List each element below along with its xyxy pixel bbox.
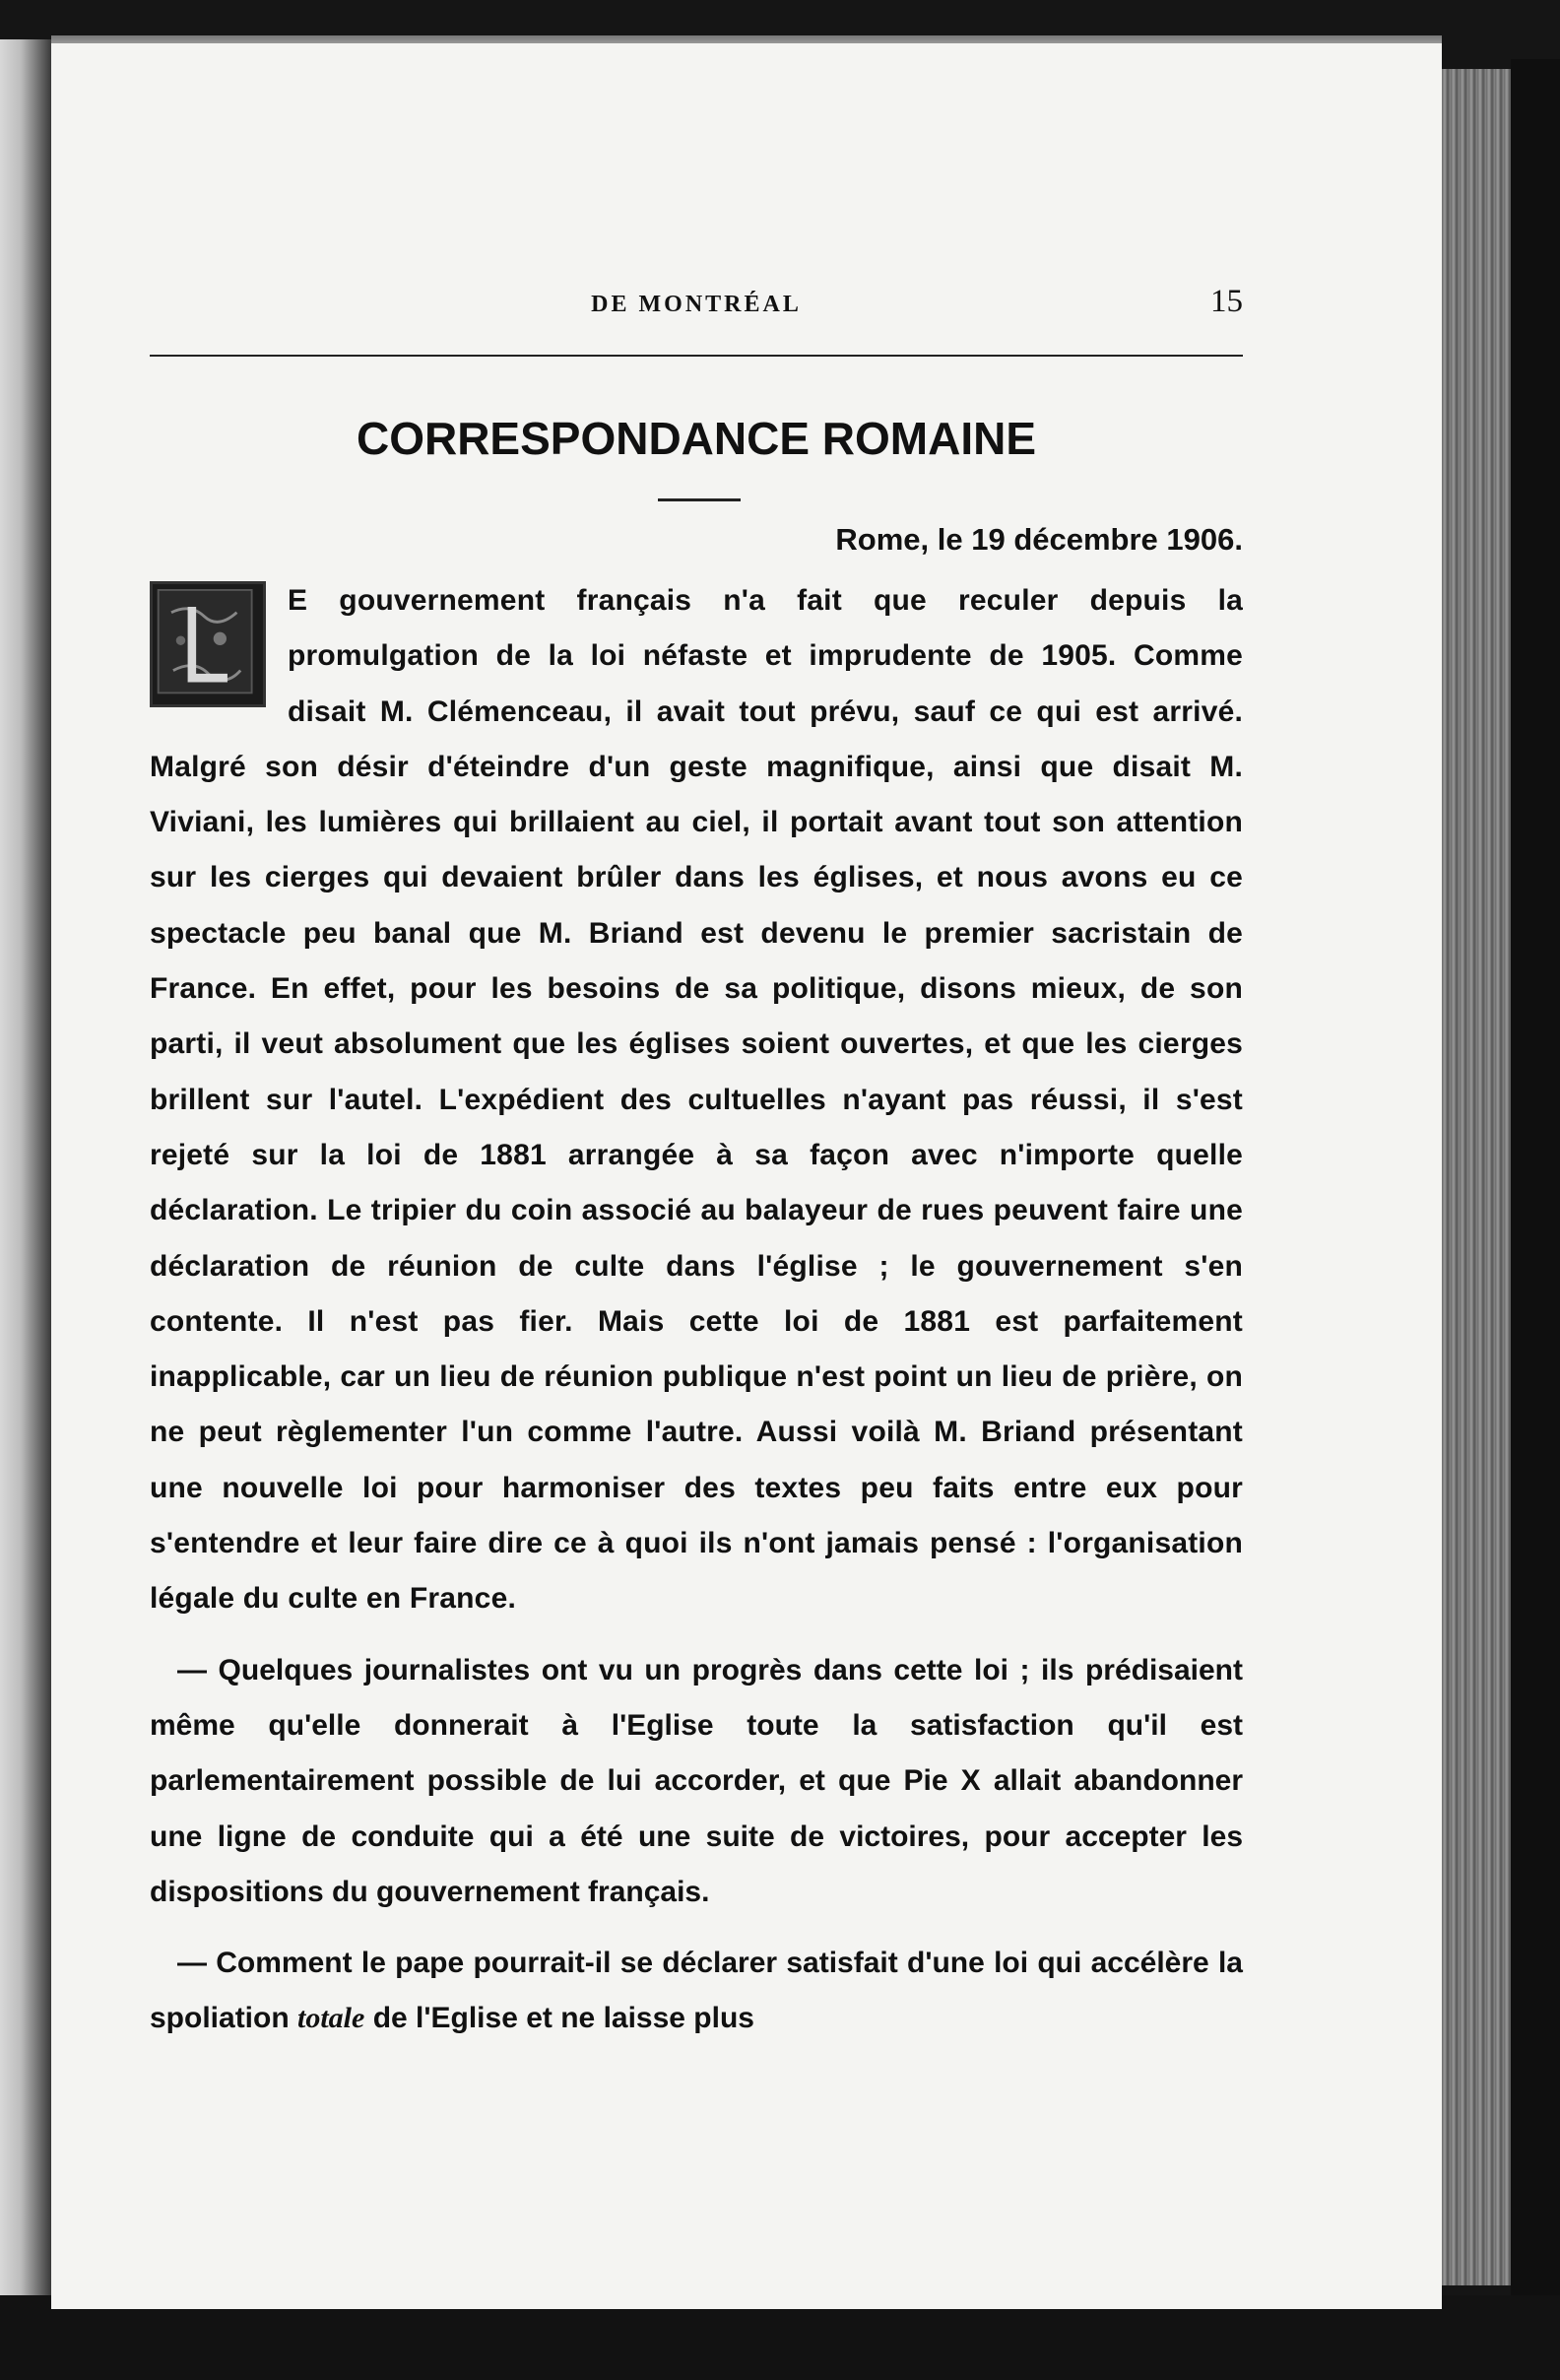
article-title: CORRESPONDANCE ROMAINE	[356, 413, 1037, 464]
paragraph-1	[150, 573, 1243, 1627]
article-body	[150, 573, 1243, 2047]
paragraph-3-text-after: de l'Eglise et ne laisse plus	[372, 2002, 754, 2035]
book-page-edges	[1442, 69, 1511, 2285]
book-cover-edge	[1511, 59, 1560, 2380]
paragraph-3-text-before: — Comment le pape pourrait-il se déclarer satisfait d'une loi qui accélère la spoliation	[150, 1947, 1243, 2035]
paragraph-3	[150, 1936, 1243, 2047]
running-title: DE MONTRÉAL	[591, 292, 802, 317]
dateline: Rome, le 19 décembre 1906.	[835, 522, 1243, 557]
page-number: 15	[1210, 284, 1243, 319]
dropcap-letter	[153, 584, 263, 704]
paragraph-2: — Quelques journalistes ont vu un progrès dans cette loi ; ils prédisaient même qu'elle donnerait à l'Eglise toute la satisfaction qu'il est parlementairement possible de lui accorder, et que Pie X allait abandonner une ligne de conduite qui a été une suite de victoires, pour accepter les dispositions du gouvernement français.	[150, 1653, 1243, 1908]
book-left-edge	[0, 39, 51, 2295]
paragraph-3-italic-word: totale	[297, 2002, 365, 2035]
header-rule	[150, 355, 1243, 357]
title-rule	[658, 498, 741, 501]
running-head	[150, 284, 1243, 323]
paragraph-1-text: E gouvernement français n'a fait que reculer depuis la promulgation de la loi néfaste et imprudente de 1905. Comme disait M. Clémenceau, il avait tout prévu, sauf ce qui est arrivé. Malgré son désir d'éteindre d'un geste magnifique, ainsi que disait M. Viviani, les lumières qui brillaient au ciel, il portait avant tout son attention sur les cierges qui devaient brûler dans les églises, et nous avons eu ce spectacle peu banal que M. Briand est devenu le premier sacristain de France. En effet, pour les besoins de sa politique, disons mieux, de son parti, il veut absolument que les églises soient ouvertes, et que les cierges brillent sur l'autel. L'expédient des cultuelles n'ayant pas réussi, il s'est rejeté sur la loi de 1881 arrangée à sa façon avec n'importe quelle déclaration. Le tripier du coin associé au balayeur de rues peuvent faire une déclaration de réunion de culte dans l'église ; le gouvernement s'en contente. Il n'est pas fier. Mais cette loi de 1881 est parfaitement inapplicable, car un lieu de réunion publique n'est point un lieu de prière, on ne peut règlementer l'un comme l'autre. Aussi voilà M. Briand présentant une nouvelle loi pour harmoniser des textes peu faits entre eux pour s'entendre et leur faire dire ce à quoi ils n'ont jamais pensé : l'organisation légale du culte en France.	[150, 584, 1243, 1616]
ornamental-dropcap	[150, 581, 266, 707]
